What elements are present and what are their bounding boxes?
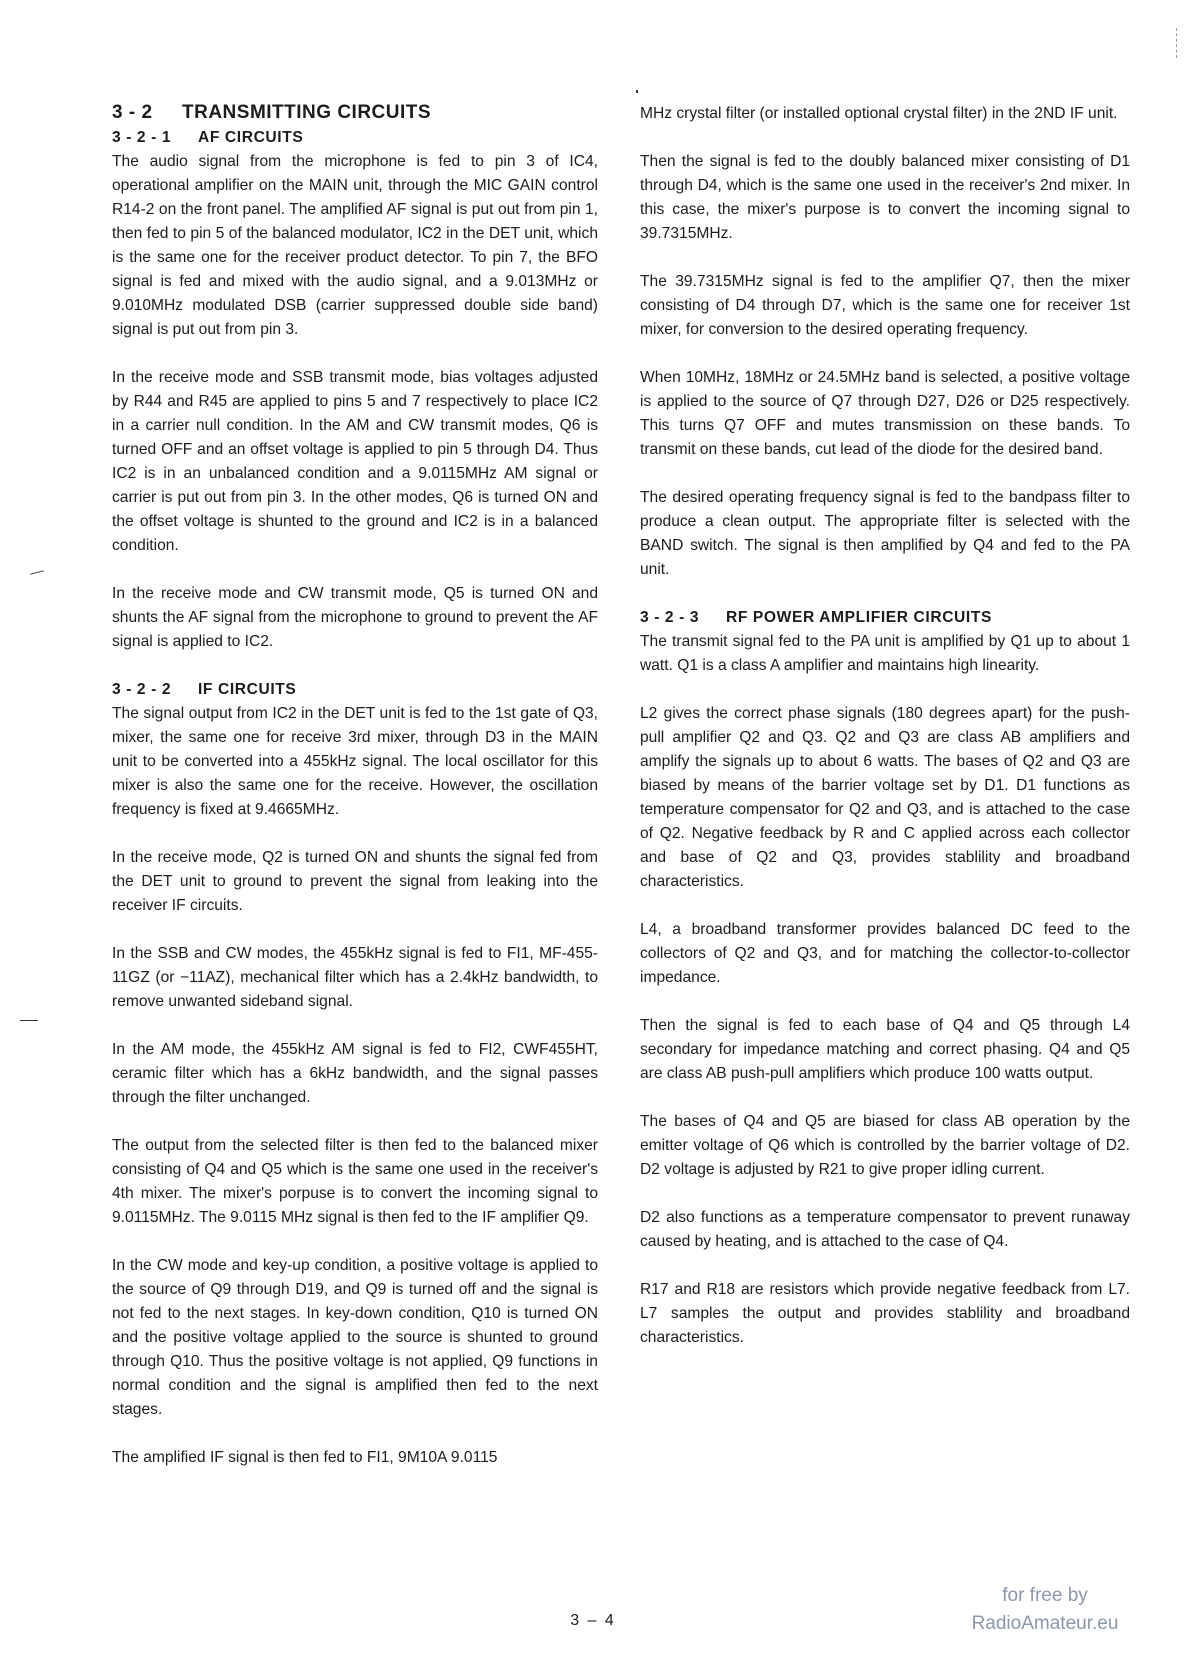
paragraph: R17 and R18 are resistors which provide negative feedback from L7. L7 samples the output and provides stablility and broadband characteristics. [640, 1281, 1130, 1346]
subsection-heading-if [112, 678, 598, 702]
paragraph: MHz crystal filter (or installed optional crystal filter) in the 2ND IF unit. [640, 105, 1118, 122]
right-column [640, 102, 1130, 1374]
paragraph: In the receive mode and CW transmit mode, Q5 is turned ON and shunts the AF signal from the microphone to ground to prevent the AF signal is applied to IC2. [112, 585, 598, 650]
paragraph: The bases of Q4 and Q5 are biased for class AB operation by the emitter voltage of Q6 which is controlled by the barrier voltage of D2. D2 voltage is adjusted by R21 to give proper idling current. [640, 1113, 1130, 1178]
paragraph: The desired operating frequency signal is fed to the bandpass filter to produce a clean output. The appropriate filter is selected with the BAND switch. The signal is then amplified by Q4 and fed to the PA unit. [640, 489, 1130, 578]
paragraph: The 39.7315MHz signal is fed to the amplifier Q7, then the mixer consisting of D4 through D7, which is the same one for receiver 1st mixer, for conversion to the desired operating frequency. [640, 273, 1130, 338]
paragraph: The output from the selected filter is then fed to the balanced mixer consisting of Q4 and Q5 which is the same one used in the receiver's 4th mixer. The mixer's porpuse is to convert the incoming signal to 9.0115MHz. The 9.0115 MHz signal is then fed to the IF amplifier Q9. [112, 1137, 598, 1226]
paragraph: In the SSB and CW modes, the 455kHz signal is fed to FI1, MF-455-11GZ (or −11AZ), mechanical filter which has a 2.4kHz bandwidth, to remove unwanted sideband signal. [112, 945, 598, 1010]
subsection-title: IF CIRCUITS [198, 681, 297, 698]
paragraph: Then the signal is fed to the doubly balanced mixer consisting of D1 through D4, which is the same one used in the receiver's 2nd mixer. In this case, the mixer's purpose is to convert the incoming signal to 39.7315MHz. [640, 153, 1130, 242]
paragraph: The signal output from IC2 in the DET unit is fed to the 1st gate of Q3, mixer, the same one for receive 3rd mixer, through D3 in the MAIN unit to be converted into a 455kHz signal. The local oscillator for this mixer is also the same one for the receive. However, the oscillation frequency is fixed at 9.4665MHz. [112, 705, 598, 818]
paragraph: The transmit signal fed to the PA unit is amplified by Q1 up to about 1 watt. Q1 is a class A amplifier and maintains high linearity. [640, 633, 1130, 674]
binder-mark-1 [30, 570, 44, 574]
paragraph: D2 also functions as a temperature compensator to prevent runaway caused by heating, and is attached to the case of Q4. [640, 1209, 1130, 1250]
left-column [112, 100, 598, 1494]
paragraph: Then the signal is fed to each base of Q4 and Q5 through L4 secondary for impedance matching and correct phasing. Q4 and Q5 are class AB push-pull amplifiers which produce 100 watts output. [640, 1017, 1130, 1082]
section-number: 3 - 2 [112, 102, 153, 123]
subsection-number: 3 - 2 - 3 [640, 609, 700, 626]
watermark-line-1: for free by [1002, 1585, 1088, 1606]
paragraph: In the receive mode, Q2 is turned ON and shunts the signal fed from the DET unit to ground to prevent the signal from leaking into the receiver IF circuits. [112, 849, 598, 914]
watermark [920, 1582, 1170, 1638]
paragraph: When 10MHz, 18MHz or 24.5MHz band is selected, a positive voltage is applied to the source of Q7 through D27, D26 or D25 respectively. This turns Q7 OFF and mutes transmission on these bands. To transmit on these bands, cut lead of the diode for the desired band. [640, 369, 1130, 458]
paragraph: In the AM mode, the 455kHz AM signal is fed to FI2, CWF455HT, ceramic filter which has a 6kHz bandwidth, and the signal passes through the filter unchanged. [112, 1041, 598, 1106]
watermark-line-2: RadioAmateur.eu [971, 1613, 1119, 1634]
paragraph: L2 gives the correct phase signals (180 degrees apart) for the push-pull amplifier Q2 and Q3. Q2 and Q3 are class AB amplifiers and amplify the signals up to about 6 watts. The bases of Q2 and Q3 are biased by means of the barrier voltage set by D1. D1 functions as temperature compensator for Q2 and Q3, and is attached to the case of Q2. Negative feedback by R and C applied across each collector and base of Q2 and Q3, provides stablility and broadband characteristics. [640, 705, 1130, 890]
paragraph: L4, a broadband transformer provides balanced DC feed to the collectors of Q2 and Q3, and for matching the collector-to-collector impedance. [640, 921, 1130, 986]
scan-dot-mark [636, 90, 638, 93]
subsection-number: 3 - 2 - 1 [112, 129, 172, 146]
paragraph: The amplified IF signal is then fed to FI1, 9M10A 9.0115 [112, 1449, 498, 1466]
subsection-number: 3 - 2 - 2 [112, 681, 172, 698]
subsection-heading-rf [640, 606, 1130, 630]
page-number: 3 – 4 [570, 1612, 616, 1629]
subsection-heading-af [112, 126, 598, 150]
subsection-title: AF CIRCUITS [198, 129, 304, 146]
section-heading [112, 100, 598, 126]
paragraph: In the receive mode and SSB transmit mode, bias voltages adjusted by R44 and R45 are applied to pins 5 and 7 respectively to place IC2 in a carrier null condition. In the AM and CW transmit modes, Q6 is turned OFF and an offset voltage is applied to pin 5 through D4. Thus IC2 is in an unbalanced condition and a 9.0115MHz AM signal or carrier is put out from pin 3. In the other modes, Q6 is turned ON and the offset voltage is shunted to the ground and IC2 is in a balanced condition. [112, 369, 598, 554]
scan-edge-mark [1176, 28, 1178, 58]
paragraph: In the CW mode and key-up condition, a positive voltage is applied to the source of Q9 through D19, and Q9 is turned off and the signal is not fed to the next stages. In key-down condition, Q10 is turned ON and the positive voltage applied to the source is shunted to ground through Q10. Thus the positive voltage is not applied, Q9 functions in normal condition and the signal is amplified then fed to the next stages. [112, 1257, 598, 1418]
section-title: TRANSMITTING CIRCUITS [182, 102, 432, 123]
paragraph: The audio signal from the microphone is fed to pin 3 of IC4, operational amplifier on the MAIN unit, through the MIC GAIN control R14-2 on the front panel. The amplified AF signal is put out from pin 1, then fed to pin 5 of the balanced modulator, IC2 in the DET unit, which is the same one for the receiver product detector. To pin 7, the BFO signal is fed and mixed with the audio signal, and a 9.013MHz or 9.010MHz modulated DSB (carrier suppressed double side band) signal is put out from pin 3. [112, 153, 598, 338]
binder-mark-2 [20, 1020, 38, 1021]
subsection-title: RF POWER AMPLIFIER CIRCUITS [726, 609, 992, 626]
